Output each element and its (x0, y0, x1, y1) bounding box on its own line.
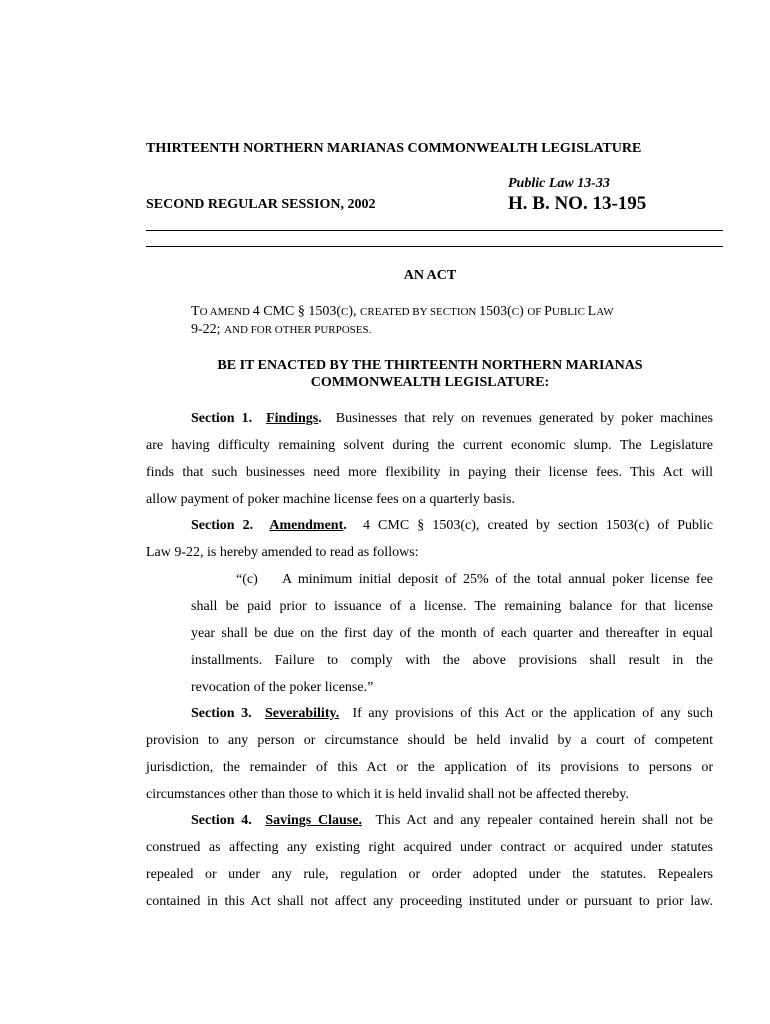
legislature-title: THIRTEENTH NORTHERN MARIANAS COMMONWEALTH LEGISLATURE (146, 141, 642, 156)
section-2-label: Section 2. (191, 518, 254, 533)
act-purpose-line-2: 9-22; AND FOR OTHER PURPOSES. (191, 322, 372, 337)
section-1-line-2: are having difficulty remaining solvent during the current economic slump. The Legislature (146, 438, 713, 453)
act-heading: AN ACT (403, 268, 457, 283)
section-4-line-1: Section 4. Savings Clause. This Act and any repealer contained herein shall not be (191, 813, 714, 828)
section-1-heading: Findings (266, 411, 319, 426)
section-3-line-2: provision to any person or circumstance should be held invalid by a court of competent (146, 733, 713, 748)
quote-line-1: A minimum initial deposit of 25% of the total annual poker license fee (282, 572, 713, 587)
section-4-line-3: repealed or under any rule, regulation or order adopted under the statutes. Repealers (146, 867, 713, 882)
section-3-heading: Severability. (264, 706, 340, 721)
header-rule-bottom (146, 246, 723, 247)
section-1-line-1: Section 1. Findings. Businesses that rely on revenues generated by poker machines (191, 411, 713, 426)
section-1-line-3: finds that such businesses need more flexibility in paying their license fees. This Act will (146, 465, 713, 480)
section-3-line-3: jurisdiction, the remainder of this Act or the application of its provisions to persons or (146, 760, 713, 775)
section-4-heading: Savings Clause. (265, 813, 362, 828)
section-4-label: Section 4. (191, 813, 252, 828)
section-2-line-2: Law 9-22, is hereby amended to read as follows: (146, 545, 419, 560)
quote-marker: “(c) (236, 572, 258, 587)
section-4-line-4: contained in this Act shall not affect any proceeding instituted under or pursuant to prior law. (146, 894, 713, 909)
public-law-number: Public Law 13-33 (508, 176, 610, 191)
quote-line-2: shall be paid prior to issuance of a license. The remaining balance for that license (191, 599, 713, 614)
quote-line-4: installments. Failure to comply with the above provisions shall result in the (191, 653, 713, 668)
session-label: SECOND REGULAR SESSION, 2002 (146, 197, 376, 212)
act-purpose-line-1: TO AMEND 4 CMC § 1503(C), CREATED BY SECTION 1503(C) OF PUBLIC LAW (191, 304, 614, 319)
quote-line-5: revocation of the poker license.” (191, 680, 374, 695)
section-2-heading: Amendment (269, 518, 344, 533)
section-1-label: Section 1. (191, 411, 253, 426)
quote-line-3: year shall be due on the first day of the month of each quarter and thereafter in equal (191, 626, 713, 641)
section-4-line-2: construed as affecting any existing right acquired under contract or acquired under statutes (146, 840, 713, 855)
section-3-line-1: Section 3. Severability. If any provisions of this Act or the application of any such (191, 706, 714, 721)
section-1-line-4: allow payment of poker machine license fees on a quarterly basis. (146, 492, 515, 507)
enacting-clause-line-1: BE IT ENACTED BY THE THIRTEENTH NORTHERN MARIANAS (217, 358, 643, 373)
enacting-clause-line-2: COMMONWEALTH LEGISLATURE: (310, 375, 550, 390)
bill-number: H. B. NO. 13-195 (508, 193, 647, 214)
section-2-line-1: Section 2. Amendment. 4 CMC § 1503(c), created by section 1503(c) of Public (191, 518, 714, 533)
section-3-line-4: circumstances other than those to which it is held invalid shall not be affected thereby. (146, 787, 629, 802)
header-rule-top (146, 230, 723, 231)
section-3-label: Section 3. (191, 706, 252, 721)
